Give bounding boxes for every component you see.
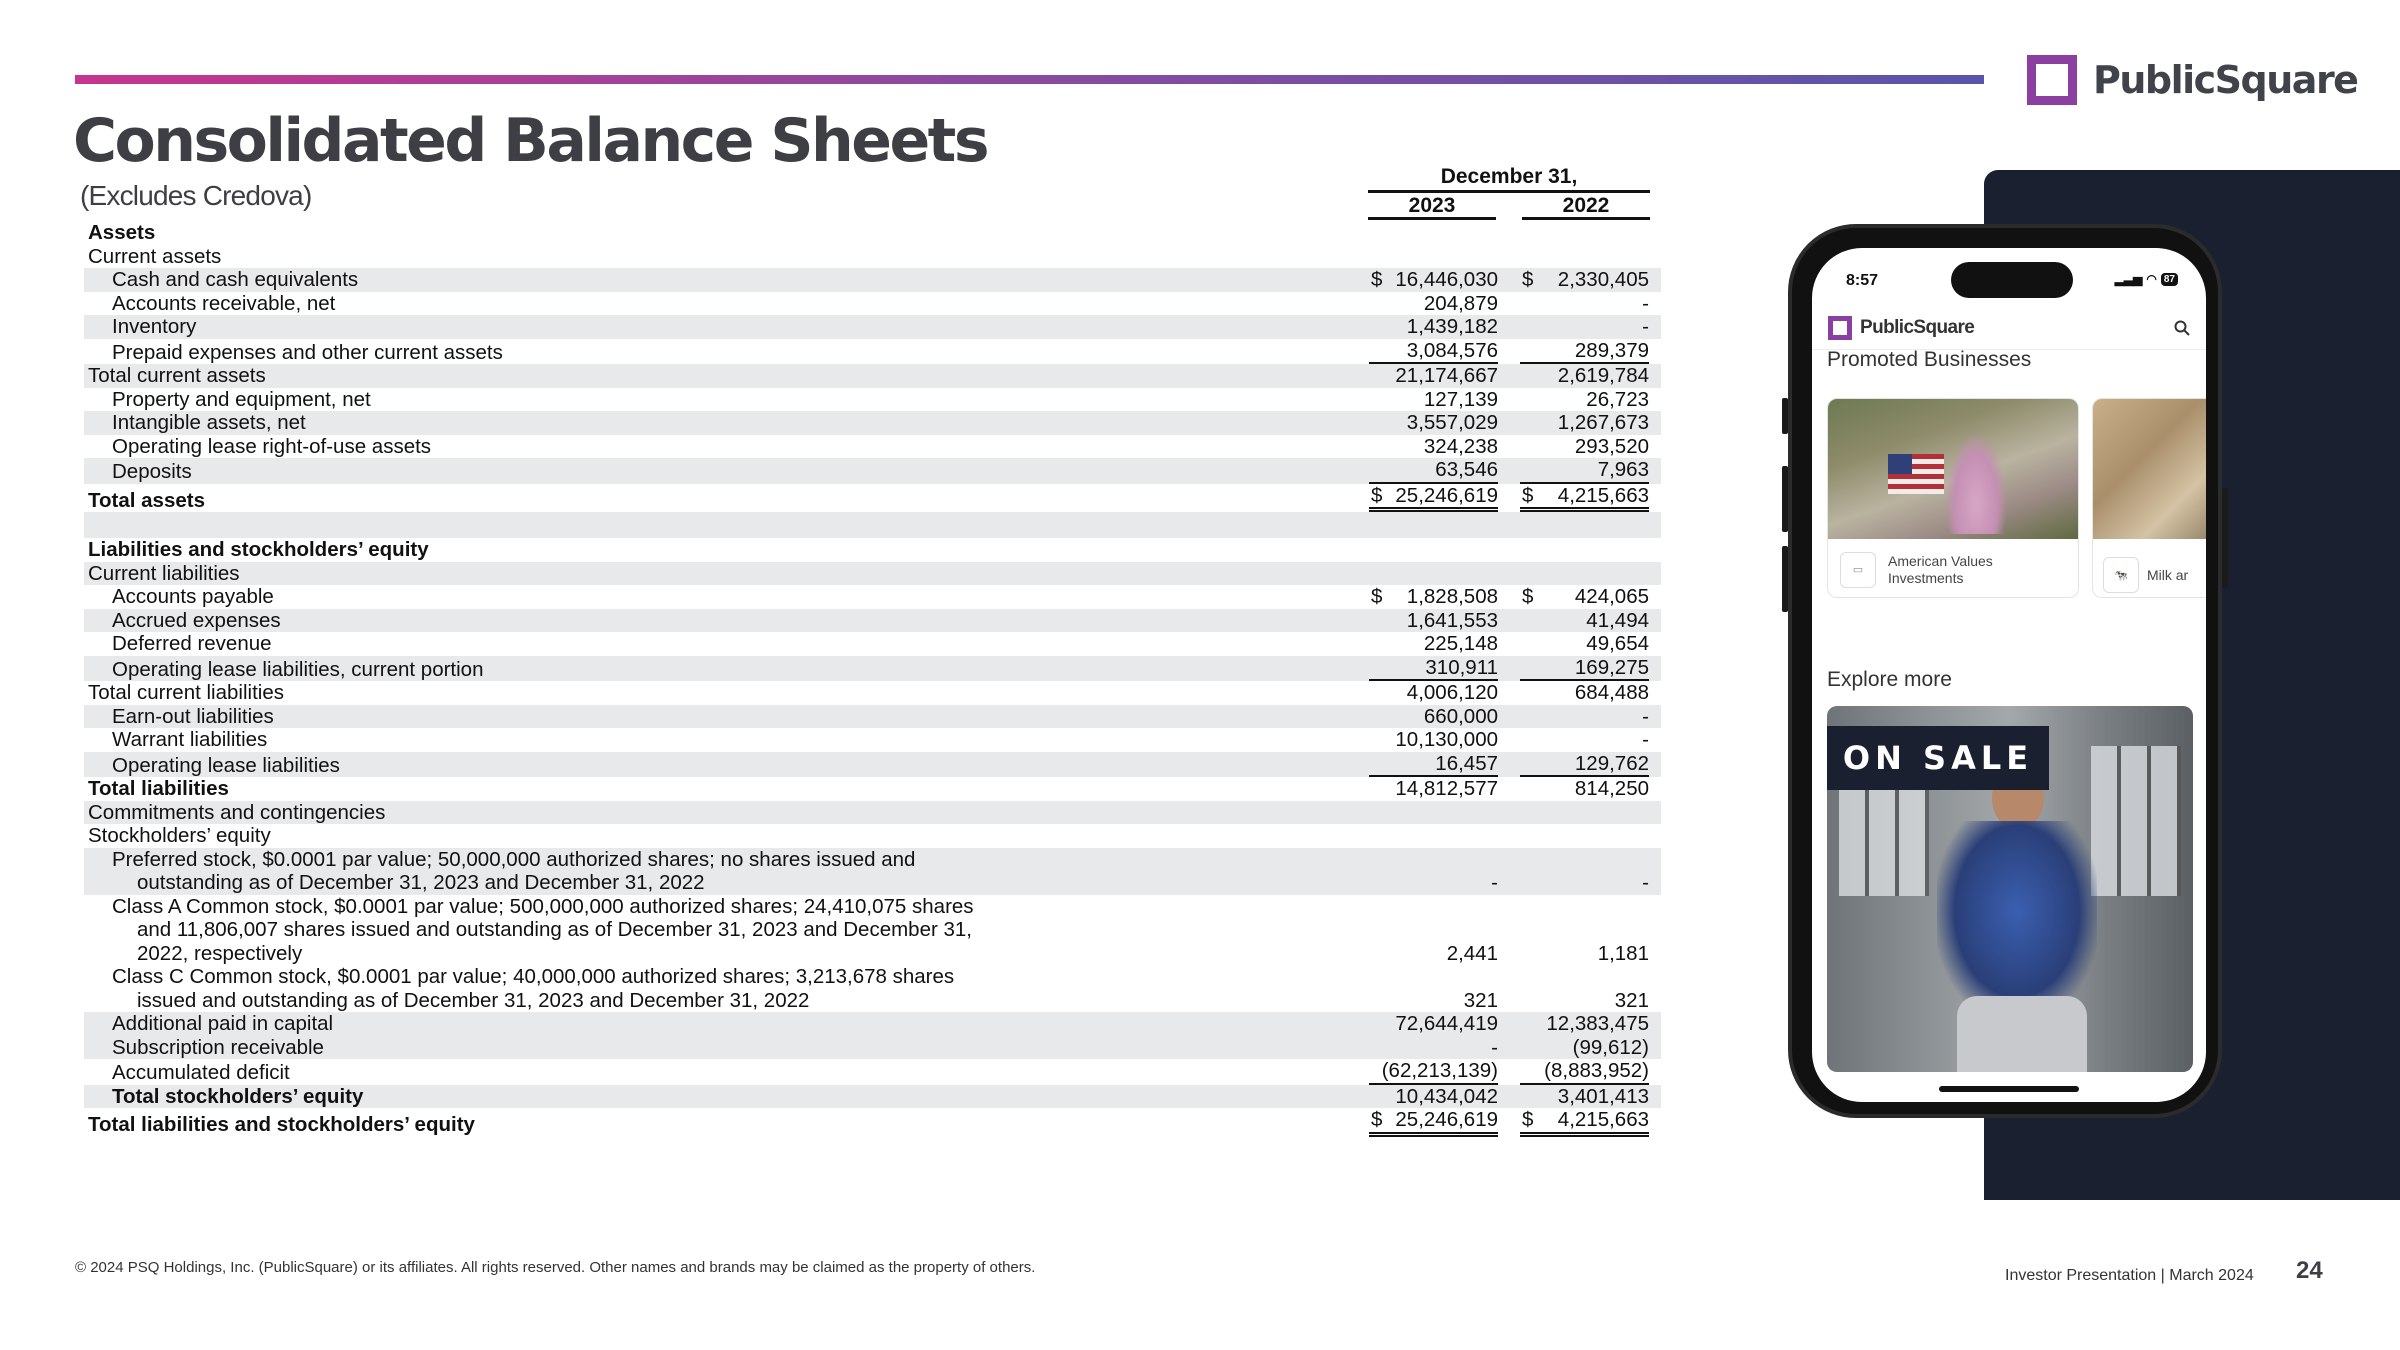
row-label: Cash and cash equivalents bbox=[112, 268, 359, 291]
table-row bbox=[84, 388, 1661, 412]
logo-square-icon bbox=[2027, 55, 2077, 105]
value-number: 2,619,784 bbox=[1557, 364, 1649, 387]
row-label: Total liabilities bbox=[88, 777, 229, 800]
value-number: 1,181 bbox=[1597, 941, 1649, 965]
row-label: Accumulated deficit bbox=[112, 1061, 290, 1084]
top-gradient-bar bbox=[75, 75, 1984, 84]
value-number: - bbox=[1491, 1035, 1498, 1059]
value-number: 4,215,663 bbox=[1557, 483, 1649, 507]
card-photo bbox=[2093, 399, 2206, 539]
table-row bbox=[84, 728, 1661, 752]
business-logo-icon: ▭ bbox=[1840, 552, 1876, 588]
value-number: 10,130,000 bbox=[1395, 728, 1498, 751]
on-sale-banner: ON SALE bbox=[1827, 726, 2049, 790]
row-label: Total current assets bbox=[88, 364, 266, 387]
year-2022-header: 2022 bbox=[1522, 194, 1650, 220]
row-label: Total current liabilities bbox=[88, 681, 284, 704]
table-row bbox=[84, 801, 1661, 825]
value-number: 25,246,619 bbox=[1395, 1108, 1498, 1131]
value-number: 660,000 bbox=[1423, 704, 1498, 728]
value-2023 bbox=[1369, 364, 1498, 388]
currency-symbol: $ bbox=[1371, 483, 1383, 507]
phone-volume-down bbox=[1782, 546, 1788, 612]
table-row bbox=[84, 965, 1661, 1012]
period-header: December 31, bbox=[1440, 165, 1578, 188]
row-label-continuation: outstanding as of December 31, 2023 and December 31, 2022 bbox=[137, 871, 705, 894]
battery-icon: 87 bbox=[2161, 273, 2178, 286]
row-label: Property and equipment, net bbox=[112, 387, 371, 411]
table-row bbox=[84, 705, 1661, 729]
value-number: 169,275 bbox=[1574, 655, 1649, 679]
value-2023 bbox=[1369, 339, 1498, 365]
value-number: 12,383,475 bbox=[1546, 1012, 1649, 1035]
row-label: Inventory bbox=[112, 315, 197, 338]
row-label: Assets bbox=[88, 221, 156, 244]
american-flag-image bbox=[1888, 454, 1944, 494]
value-2022 bbox=[1520, 364, 1649, 388]
value-number: 324,238 bbox=[1423, 434, 1498, 458]
row-label: Liabilities and stockholders’ equity bbox=[88, 538, 429, 561]
value-number: - bbox=[1642, 871, 1649, 894]
value-number: (99,612) bbox=[1572, 1035, 1649, 1059]
promoted-card-american-values[interactable] bbox=[1827, 398, 2079, 598]
value-number: 289,379 bbox=[1574, 338, 1649, 362]
column-headers bbox=[1368, 166, 1650, 220]
table-row bbox=[84, 538, 1661, 562]
value-number: 3,401,413 bbox=[1557, 1084, 1649, 1108]
app-logo bbox=[1828, 316, 1974, 340]
currency-symbol: $ bbox=[1522, 585, 1534, 608]
row-label bbox=[84, 848, 1369, 895]
value-2022 bbox=[1520, 585, 1649, 609]
row-label-line: Preferred stock, $0.0001 par value; 50,000,000 authorized shares; no shares issued and bbox=[112, 847, 916, 871]
table-row bbox=[84, 1012, 1661, 1036]
value-number: 1,641,553 bbox=[1406, 608, 1498, 632]
currency-symbol: $ bbox=[1371, 268, 1383, 291]
value-2023 bbox=[1369, 1012, 1498, 1036]
currency-symbol: $ bbox=[1522, 268, 1534, 291]
page-subtitle: (Excludes Credova) bbox=[80, 180, 312, 211]
row-label: Stockholders’ equity bbox=[88, 824, 271, 847]
row-label: Intangible assets, net bbox=[112, 411, 306, 434]
value-number: 72,644,419 bbox=[1395, 1012, 1498, 1035]
value-2022 bbox=[1520, 705, 1649, 729]
value-2023 bbox=[1369, 632, 1498, 656]
app-logo-text: PublicSquare bbox=[1860, 317, 1975, 338]
value-2023 bbox=[1369, 1059, 1498, 1085]
row-label: Additional paid in capital bbox=[112, 1012, 334, 1035]
status-bar bbox=[1812, 272, 2206, 302]
value-number: 16,457 bbox=[1435, 751, 1498, 775]
search-icon[interactable] bbox=[2174, 320, 2190, 336]
window-right-image bbox=[2091, 746, 2181, 896]
logo-text: PublicSquare bbox=[2093, 58, 2358, 102]
balance-sheet-table bbox=[84, 221, 1661, 1137]
promoted-businesses-title: Promoted Businesses bbox=[1827, 348, 2032, 371]
table-row bbox=[84, 585, 1661, 609]
value-2023 bbox=[1369, 1108, 1498, 1137]
value-number: 204,879 bbox=[1423, 291, 1498, 315]
app-logo-square-icon bbox=[1828, 316, 1852, 340]
table-row bbox=[84, 777, 1661, 801]
row-label: Subscription receivable bbox=[112, 1035, 324, 1059]
presentation-footer: Investor Presentation | March 2024 bbox=[2005, 1267, 2254, 1284]
value-2022 bbox=[1520, 458, 1649, 484]
row-label: Accounts payable bbox=[112, 585, 274, 608]
table-row bbox=[84, 339, 1661, 365]
value-2023 bbox=[1369, 728, 1498, 752]
table-row bbox=[84, 895, 1661, 966]
value-2022 bbox=[1520, 1012, 1649, 1036]
table-row bbox=[84, 848, 1661, 895]
value-2022 bbox=[1520, 656, 1649, 682]
value-number: 16,446,030 bbox=[1395, 268, 1498, 291]
value-number: 321 bbox=[1614, 988, 1649, 1012]
value-2023 bbox=[1369, 585, 1498, 609]
value-number: (62,213,139) bbox=[1381, 1059, 1498, 1082]
table-row bbox=[84, 458, 1661, 484]
value-2023 bbox=[1369, 989, 1498, 1013]
value-number: 127,139 bbox=[1423, 387, 1498, 411]
value-2023 bbox=[1369, 315, 1498, 339]
value-2023 bbox=[1369, 1085, 1498, 1109]
row-label: Operating lease liabilities bbox=[112, 753, 340, 777]
card-photo bbox=[1828, 399, 2079, 539]
phone-power-button bbox=[2222, 488, 2228, 588]
man-legs-image bbox=[1957, 996, 2087, 1072]
card-business-name: American Values Investments bbox=[1888, 553, 1993, 586]
value-2022 bbox=[1520, 1085, 1649, 1109]
value-2023 bbox=[1369, 871, 1498, 895]
value-number: 63,546 bbox=[1435, 458, 1498, 481]
value-2023 bbox=[1369, 942, 1498, 966]
explore-card-on-sale[interactable] bbox=[1827, 706, 2193, 1072]
girl-figure-image bbox=[1946, 434, 2006, 534]
row-label: Warrant liabilities bbox=[112, 728, 268, 751]
table-row bbox=[84, 364, 1661, 388]
value-2023 bbox=[1369, 388, 1498, 412]
cow-logo-icon: 🐄 bbox=[2103, 557, 2139, 593]
value-2022 bbox=[1520, 411, 1649, 435]
home-indicator[interactable] bbox=[1939, 1086, 2079, 1092]
value-number: 1,828,508 bbox=[1406, 585, 1498, 608]
table-row bbox=[84, 484, 1661, 513]
wifi-icon: ◠ bbox=[2146, 272, 2157, 286]
value-number: 26,723 bbox=[1586, 387, 1649, 411]
value-2022 bbox=[1520, 989, 1649, 1013]
table-row bbox=[84, 1059, 1661, 1085]
row-label-continuation: and 11,806,007 shares issued and outstanding as of December 31, 2023 and December 31, bbox=[137, 918, 972, 941]
value-number: 225,148 bbox=[1423, 632, 1498, 655]
table-row bbox=[84, 292, 1661, 316]
row-label: Total stockholders’ equity bbox=[112, 1084, 364, 1108]
man-jacket-image bbox=[1937, 821, 2097, 1021]
value-2022 bbox=[1520, 632, 1649, 656]
value-number: - bbox=[1642, 704, 1649, 728]
table-row bbox=[84, 435, 1661, 459]
value-2022 bbox=[1520, 728, 1649, 752]
row-label-line: Class C Common stock, $0.0001 par value; 40,000,000 authorized shares; 3,213,678 shares bbox=[112, 965, 955, 988]
row-label bbox=[84, 895, 1369, 966]
value-2022 bbox=[1520, 388, 1649, 412]
table-row bbox=[84, 656, 1661, 682]
phone-volume-up bbox=[1782, 466, 1788, 532]
value-number: 1,267,673 bbox=[1557, 411, 1649, 434]
value-2023 bbox=[1369, 458, 1498, 484]
page-number: 24 bbox=[2296, 1257, 2323, 1284]
value-number: 2,441 bbox=[1446, 941, 1498, 965]
table-row bbox=[84, 1085, 1661, 1109]
row-label: Commitments and contingencies bbox=[88, 800, 386, 824]
table-row bbox=[84, 245, 1661, 269]
value-number: 424,065 bbox=[1574, 585, 1649, 608]
value-2023 bbox=[1369, 752, 1498, 778]
value-number: 2,330,405 bbox=[1557, 268, 1649, 291]
explore-more-title: Explore more bbox=[1827, 668, 1952, 691]
value-2023 bbox=[1369, 609, 1498, 633]
value-2023 bbox=[1369, 681, 1498, 705]
value-number: - bbox=[1642, 315, 1649, 338]
table-row bbox=[84, 1108, 1661, 1137]
value-2022 bbox=[1520, 871, 1649, 895]
value-2023 bbox=[1369, 656, 1498, 682]
currency-symbol: $ bbox=[1522, 483, 1534, 507]
value-number: 814,250 bbox=[1574, 777, 1649, 800]
value-number: 3,084,576 bbox=[1406, 338, 1498, 362]
currency-symbol: $ bbox=[1522, 1108, 1534, 1131]
phone-screen bbox=[1812, 248, 2206, 1102]
table-row bbox=[84, 268, 1661, 292]
value-2022 bbox=[1520, 1059, 1649, 1085]
value-2022 bbox=[1520, 315, 1649, 339]
value-number: 3,557,029 bbox=[1406, 411, 1498, 434]
value-2023 bbox=[1369, 411, 1498, 435]
row-label: Operating lease right-of-use assets bbox=[112, 434, 432, 458]
status-time: 8:57 bbox=[1846, 272, 1879, 289]
value-number: 321 bbox=[1463, 988, 1498, 1012]
row-label: Current assets bbox=[88, 244, 222, 268]
value-2022 bbox=[1520, 681, 1649, 705]
row-label-continuation: issued and outstanding as of December 31, 2023 and December 31, 2022 bbox=[137, 988, 810, 1012]
value-2023 bbox=[1369, 292, 1498, 316]
currency-symbol: $ bbox=[1371, 1108, 1383, 1131]
app-header bbox=[1812, 300, 2206, 350]
value-2023 bbox=[1369, 777, 1498, 801]
brand-logo bbox=[2027, 55, 2357, 105]
value-2022 bbox=[1520, 752, 1649, 778]
value-2022 bbox=[1520, 292, 1649, 316]
value-number: 4,215,663 bbox=[1557, 1108, 1649, 1131]
value-number: 1,439,182 bbox=[1406, 315, 1498, 338]
table-row bbox=[84, 411, 1661, 435]
row-label: Current liabilities bbox=[88, 561, 240, 585]
value-2023 bbox=[1369, 268, 1498, 292]
currency-symbol: $ bbox=[1371, 585, 1383, 608]
table-row bbox=[84, 824, 1661, 848]
table-row bbox=[84, 609, 1661, 633]
row-label bbox=[84, 965, 1369, 1012]
table-row bbox=[84, 221, 1661, 245]
value-2022 bbox=[1520, 268, 1649, 292]
row-label-line: Class A Common stock, $0.0001 par value; 500,000,000 authorized shares; 24,410,075 shares bbox=[112, 894, 974, 918]
row-label: Deferred revenue bbox=[112, 632, 272, 655]
value-2022 bbox=[1520, 1036, 1649, 1060]
table-row bbox=[84, 315, 1661, 339]
value-2022 bbox=[1520, 942, 1649, 966]
value-number: 21,174,667 bbox=[1395, 364, 1498, 387]
value-2022 bbox=[1520, 435, 1649, 459]
value-number: 25,246,619 bbox=[1395, 483, 1498, 507]
promoted-card-milk[interactable] bbox=[2092, 398, 2206, 598]
value-number: 10,434,042 bbox=[1395, 1084, 1498, 1108]
value-2023 bbox=[1369, 435, 1498, 459]
page-title: Consolidated Balance Sheets bbox=[73, 106, 988, 176]
row-label: Deposits bbox=[112, 460, 192, 483]
row-label: Accounts receivable, net bbox=[112, 291, 336, 315]
table-row bbox=[84, 562, 1661, 586]
row-label: Accrued expenses bbox=[112, 608, 281, 632]
row-label-continuation: 2022, respectively bbox=[137, 941, 303, 965]
value-number: (8,883,952) bbox=[1544, 1059, 1649, 1082]
value-number: 7,963 bbox=[1597, 458, 1649, 481]
value-2023 bbox=[1369, 1036, 1498, 1060]
value-number: - bbox=[1491, 871, 1498, 894]
value-number: 293,520 bbox=[1574, 434, 1649, 458]
value-2023 bbox=[1369, 705, 1498, 729]
value-2022 bbox=[1520, 484, 1649, 513]
row-label: Total assets bbox=[88, 488, 205, 512]
table-row bbox=[84, 632, 1661, 656]
phone-mockup bbox=[1788, 224, 2222, 1118]
row-label: Earn-out liabilities bbox=[112, 704, 274, 728]
value-number: 49,654 bbox=[1586, 632, 1649, 655]
table-row bbox=[84, 752, 1661, 778]
value-number: 129,762 bbox=[1574, 751, 1649, 775]
value-2022 bbox=[1520, 1108, 1649, 1137]
copyright-footer: © 2024 PSQ Holdings, Inc. (PublicSquare) or its affiliates. All rights reserved. Other names and brands may be claimed as the property of others. bbox=[75, 1259, 1036, 1276]
value-number: - bbox=[1642, 728, 1649, 751]
value-number: 684,488 bbox=[1574, 681, 1649, 704]
value-number: 41,494 bbox=[1586, 608, 1649, 632]
table-row bbox=[84, 1036, 1661, 1060]
value-2023 bbox=[1369, 484, 1498, 513]
row-label: Operating lease liabilities, current portion bbox=[112, 657, 484, 681]
value-number: - bbox=[1642, 291, 1649, 315]
row-label: Total liabilities and stockholders’ equity bbox=[88, 1113, 475, 1136]
row-label: Prepaid expenses and other current assets bbox=[112, 340, 503, 364]
value-number: 310,911 bbox=[1425, 655, 1498, 679]
value-2022 bbox=[1520, 777, 1649, 801]
card-business-name: Milk ar bbox=[2147, 567, 2189, 583]
year-2023-header: 2023 bbox=[1368, 194, 1496, 220]
spacer-row bbox=[84, 512, 1661, 538]
value-number: 4,006,120 bbox=[1406, 681, 1498, 704]
table-row bbox=[84, 681, 1661, 705]
phone-silent-switch bbox=[1782, 398, 1788, 434]
value-number: 14,812,577 bbox=[1395, 777, 1498, 800]
signal-icon: ▂▃▅ bbox=[2114, 272, 2143, 286]
value-2022 bbox=[1520, 339, 1649, 365]
value-2022 bbox=[1520, 609, 1649, 633]
period-rule bbox=[1368, 190, 1650, 193]
